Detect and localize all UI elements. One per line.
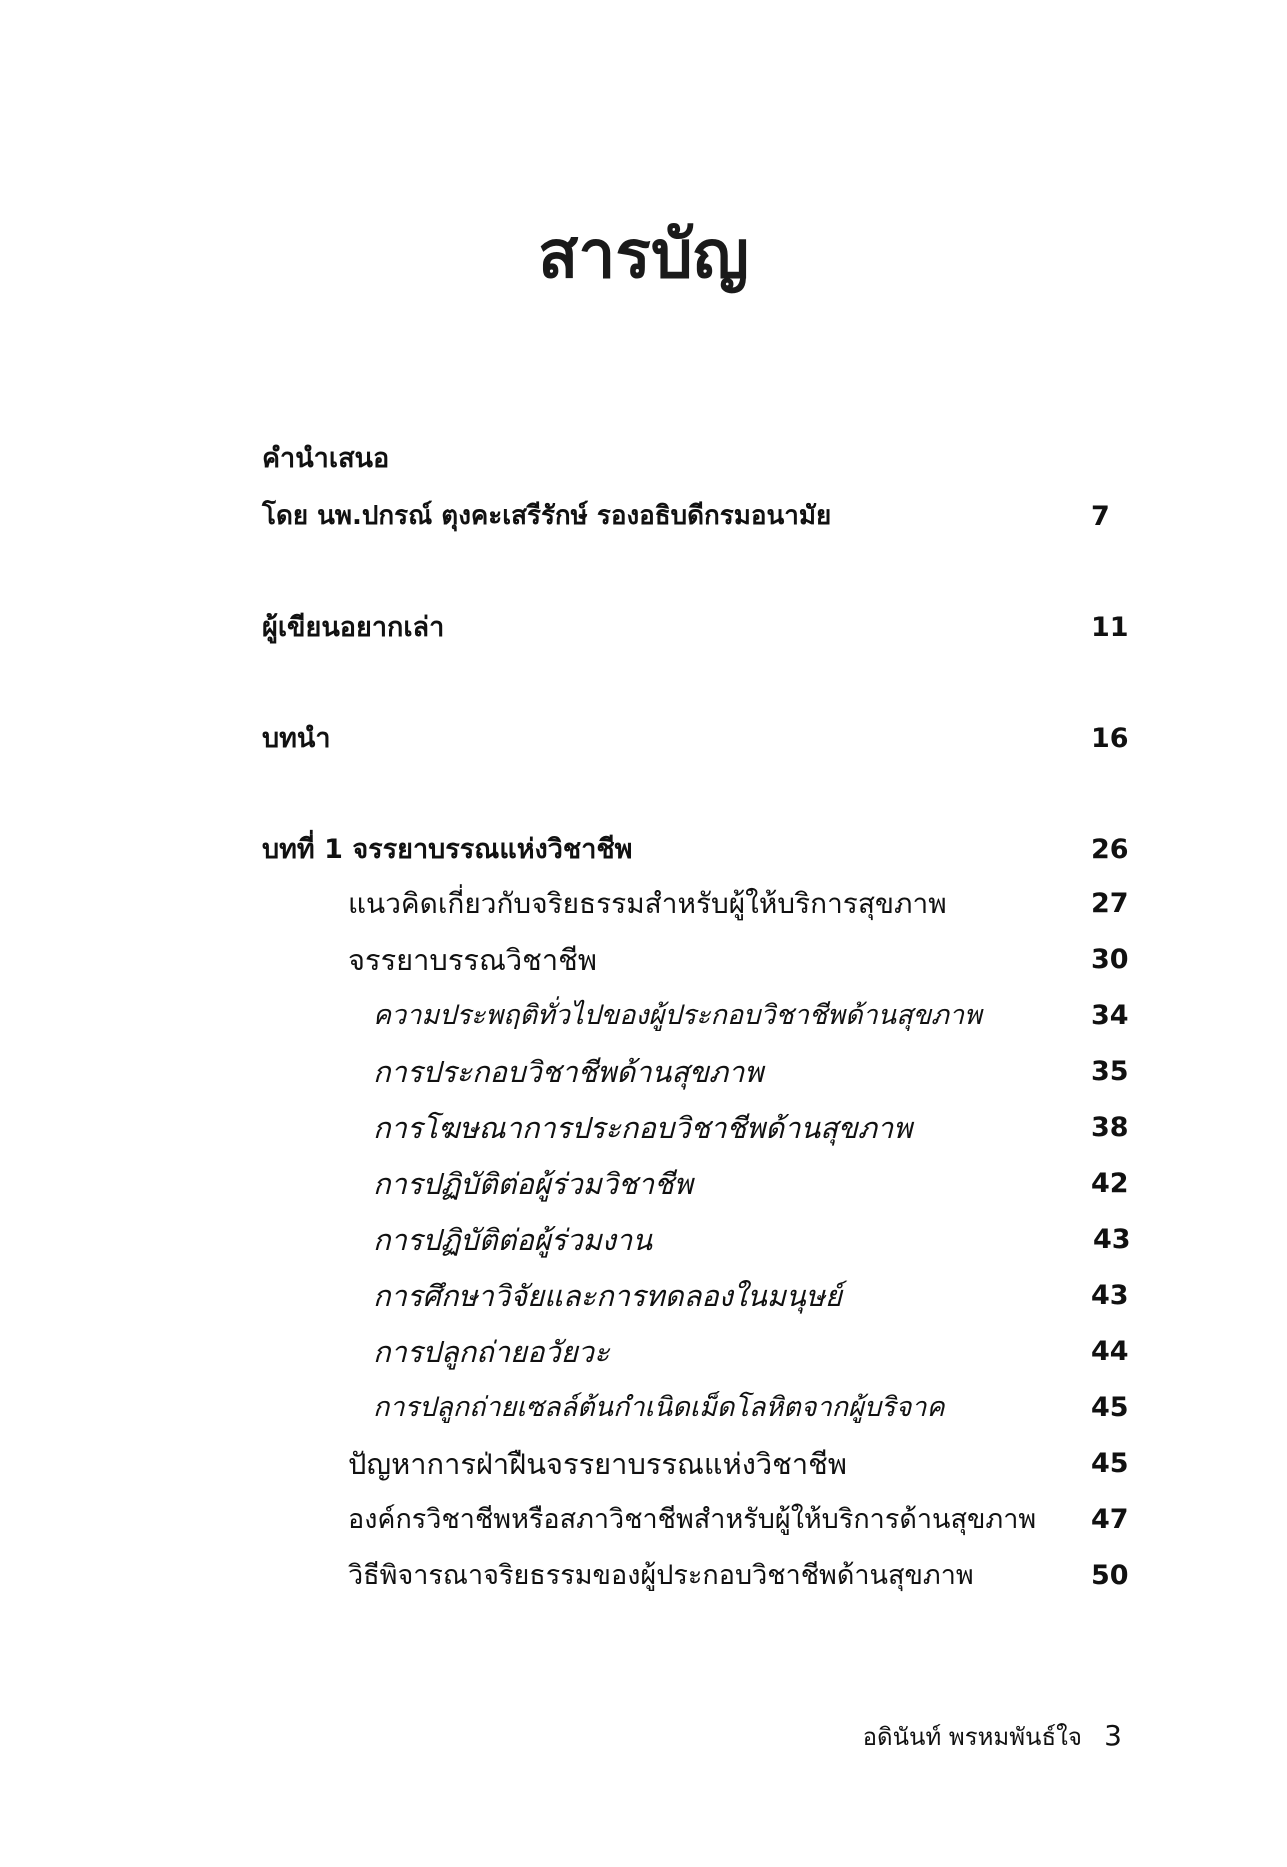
toc-entry-subsection <box>373 1002 1138 1038</box>
page-footer <box>862 1719 1122 1752</box>
toc-entry-label: องค์กรวิชาชีพหรือสภาวิชาชีพสำหรับผู้ให้บริการด้านสุขภาพ <box>348 1504 1037 1535</box>
toc-entry-introduction <box>262 725 1132 761</box>
toc-entry-page-number: 45 <box>1091 1448 1129 1479</box>
toc-entry-page-number: 34 <box>1091 1000 1129 1031</box>
toc-entry-label: บทที่ 1 จรรยาบรรณแห่งวิชาชีพ <box>262 834 633 865</box>
toc-entry-section <box>348 1562 1138 1598</box>
toc-entry-label: บทนำ <box>262 723 331 754</box>
toc-entry-section <box>348 1447 1138 1486</box>
toc-entry-label: การโฆษณาการประกอบวิชาชีพด้านสุขภาพ <box>373 1111 913 1145</box>
toc-entry-subsection <box>373 1279 1138 1318</box>
toc-entry-page-number: 47 <box>1091 1504 1129 1535</box>
toc-entry-subsection <box>373 1335 1138 1374</box>
toc-entry-label: การปฏิบัติต่อผู้ร่วมวิชาชีพ <box>373 1167 693 1201</box>
toc-entry-chapter-1 <box>262 836 1132 872</box>
toc-entry-page-number: 30 <box>1091 944 1129 975</box>
toc-entry-author-note <box>262 614 1132 650</box>
toc-entry-label: ปัญหาการฝ่าฝืนจรรยาบรรณแห่งวิชาชีพ <box>348 1447 847 1481</box>
toc-entry-section <box>348 887 1138 926</box>
toc-entry-page-number: 27 <box>1091 888 1129 919</box>
toc-entry-label: โดย นพ.ปกรณ์ ตุงคะเสรีรักษ์ รองอธิบดีกรมอนามัย <box>262 501 832 531</box>
toc-entry-label: การประกอบวิชาชีพด้านสุขภาพ <box>373 1055 764 1089</box>
toc-entry-subsection <box>373 1055 1138 1094</box>
toc-entry-page-number: 43 <box>1091 1280 1129 1311</box>
toc-entry-foreword-by <box>262 503 1132 539</box>
toc-entry-label: แนวคิดเกี่ยวกับจริยธรรมสำหรับผู้ให้บริการสุขภาพ <box>348 887 947 920</box>
toc-entry-page-number: 38 <box>1091 1112 1129 1143</box>
toc-entry-label: วิธีพิจารณาจริยธรรมของผู้ประกอบวิชาชีพด้านสุขภาพ <box>348 1560 974 1591</box>
toc-entry-foreword-heading <box>262 445 1132 481</box>
toc-entry-label: การปฏิบัติต่อผู้ร่วมงาน <box>373 1223 653 1257</box>
toc-entry-page-number: 16 <box>1091 723 1129 754</box>
footer-page-number: 3 <box>1104 1719 1122 1752</box>
toc-entry-label: การปลูกถ่ายอวัยวะ <box>373 1335 610 1369</box>
toc-entry-page-number: 44 <box>1091 1336 1129 1367</box>
toc-entry-page-number: 7 <box>1091 501 1110 532</box>
toc-entry-subsection <box>373 1111 1138 1150</box>
toc-entry-subsection <box>373 1223 1138 1262</box>
toc-entry-subsection <box>373 1167 1138 1206</box>
toc-entry-subsection <box>373 1394 1138 1430</box>
toc-entry-label: จรรยาบรรณวิชาชีพ <box>348 943 597 977</box>
toc-entry-label: ผู้เขียนอยากเล่า <box>262 612 445 643</box>
toc-entry-label: ความประพฤติทั่วไปของผู้ประกอบวิชาชีพด้านสุขภาพ <box>373 1000 982 1031</box>
toc-entry-page-number: 43 <box>1093 1224 1131 1255</box>
toc-entry-section <box>348 1506 1138 1542</box>
toc-entry-page-number: 50 <box>1091 1560 1129 1591</box>
toc-entry-label: การศึกษาวิจัยและการทดลองในมนุษย์ <box>373 1279 842 1313</box>
toc-entry-page-number: 45 <box>1091 1392 1129 1423</box>
toc-entry-page-number: 35 <box>1091 1056 1129 1087</box>
toc-entry-page-number: 42 <box>1091 1168 1129 1199</box>
page-title: สารบัญ <box>538 216 749 293</box>
toc-entry-page-number: 26 <box>1091 834 1129 865</box>
toc-entry-label: การปลูกถ่ายเซลล์ต้นกำเนิดเม็ดโลหิตจากผู้บริจาค <box>373 1392 945 1423</box>
footer-author: อดินันท์ พรหมพันธ์ใจ <box>862 1723 1082 1751</box>
toc-entry-label: คำนำเสนอ <box>262 443 390 474</box>
toc-entry-section <box>348 943 1138 982</box>
toc-entry-page-number: 11 <box>1091 612 1129 643</box>
